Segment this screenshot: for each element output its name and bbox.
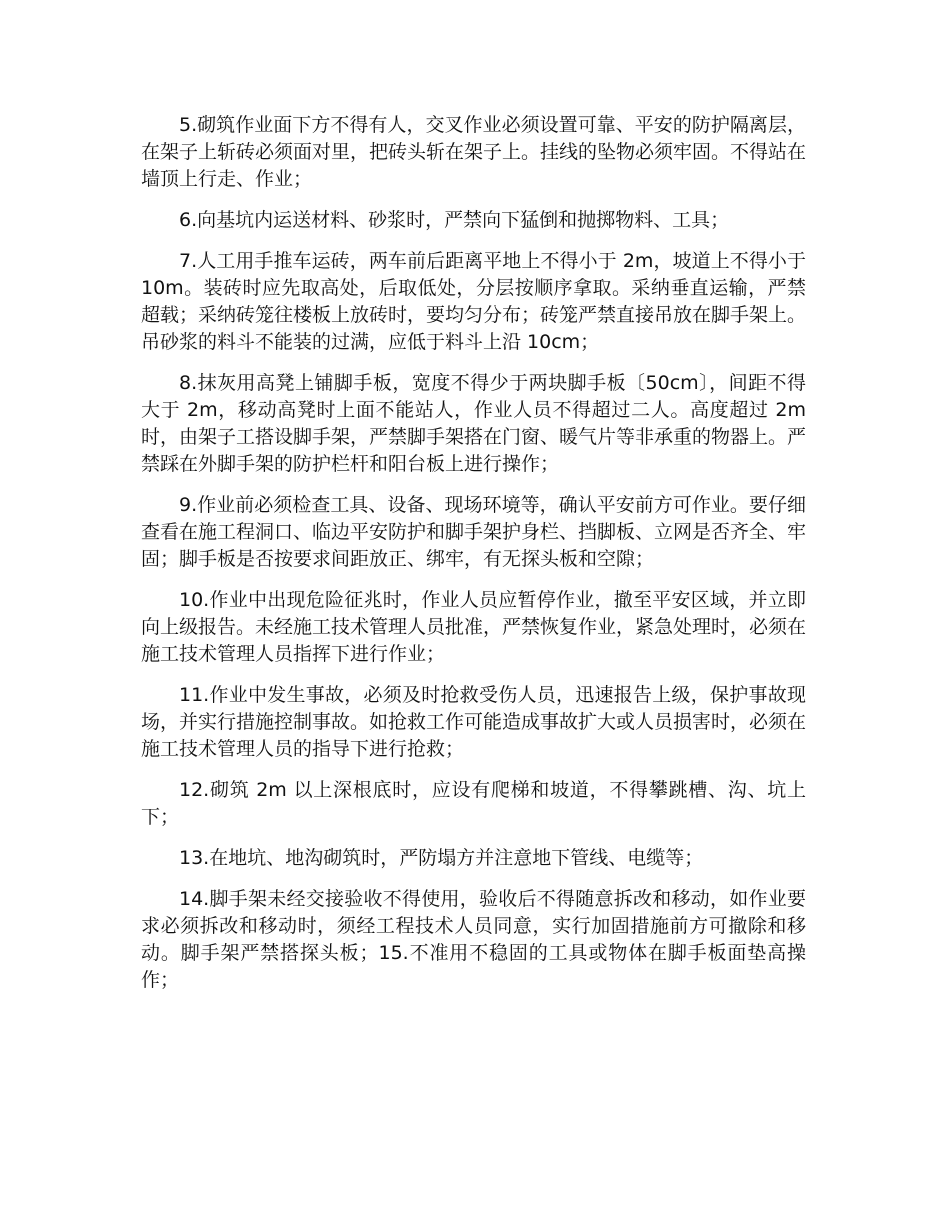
paragraph-item-10: 10.作业中出现危险征兆时，作业人员应暂停作业，撤至平安区域，并立即向上级报告。未经施工技术管理人员批准，严禁恢复作业，紧急处理时，必须在施工技术管理人员指挥下进行作业；	[141, 589, 807, 665]
paragraph-item-13: 13.在地坑、地沟砌筑时，严防塌方并注意地下管线、电缆等；	[179, 847, 704, 869]
paragraph-item-12: 12.砌筑 2m 以上深根底时，应设有爬梯和坡道，不得攀跳槽、沟、坑上下；	[141, 779, 806, 828]
paragraph-item-14: 14.脚手架未经交接验收不得使用，验收后不得随意拆改和移动，如作业要求必须拆改和移动时，须经工程技术人员同意，实行加固措施前方可撤除和移动。脚手架严禁搭探头板；15.不准用不稳固的工具或物体在脚手板面垫高操作；	[141, 888, 806, 991]
document-body	[141, 112, 806, 1008]
paragraph-item-6: 6.向基坑内运送材料、砂浆时，严禁向下猛倒和抛掷物料、工具；	[179, 209, 730, 231]
paragraph-item-8: 8.抹灰用高凳上铺脚手板，宽度不得少于两块脚手板〔50cm〕，间距不得大于 2m，移动高凳时上面不能站人，作业人员不得超过二人。高度超过 2m 时，由架子工搭设脚手架，严禁脚手架搭在门窗、暖气片等非承重的物器上。严禁踩在外脚手架的防护栏杆和阳台板上进行操作；	[141, 372, 807, 475]
paragraph-item-9: 9.作业前必须检查工具、设备、现场环境等，确认平安前方可作业。要仔细查看在施工程洞口、临边平安防护和脚手架护身栏、挡脚板、立网是否齐全、牢固；脚手板是否按要求间距放正、绑牢，有无探头板和空隙；	[141, 494, 807, 570]
paragraph-item-11: 11.作业中发生事故，必须及时抢救受伤人员，迅速报告上级，保护事故现场，并实行措施控制事故。如抢救工作可能造成事故扩大或人员损害时，必须在施工技术管理人员的指导下进行抢救；	[141, 684, 807, 760]
paragraph-item-7: 7.人工用手推车运砖，两车前后距离平地上不得小于 2m，坡道上不得小于 10m。装砖时应先取高处，后取低处，分层按顺序拿取。采纳垂直运输，严禁超载；采纳砖笼往楼板上放砖时，要均匀分布；砖笼严禁直接吊放在脚手架上。吊砂浆的料斗不能装的过满，应低于料斗上沿 10cm；	[141, 250, 807, 353]
paragraph-item-5: 5.砌筑作业面下方不得有人，交叉作业必须设置可靠、平安的防护隔离层，在架子上斩砖必须面对里，把砖头斩在架子上。挂线的坠物必须牢固。不得站在墙顶上行走、作业；	[141, 114, 807, 190]
